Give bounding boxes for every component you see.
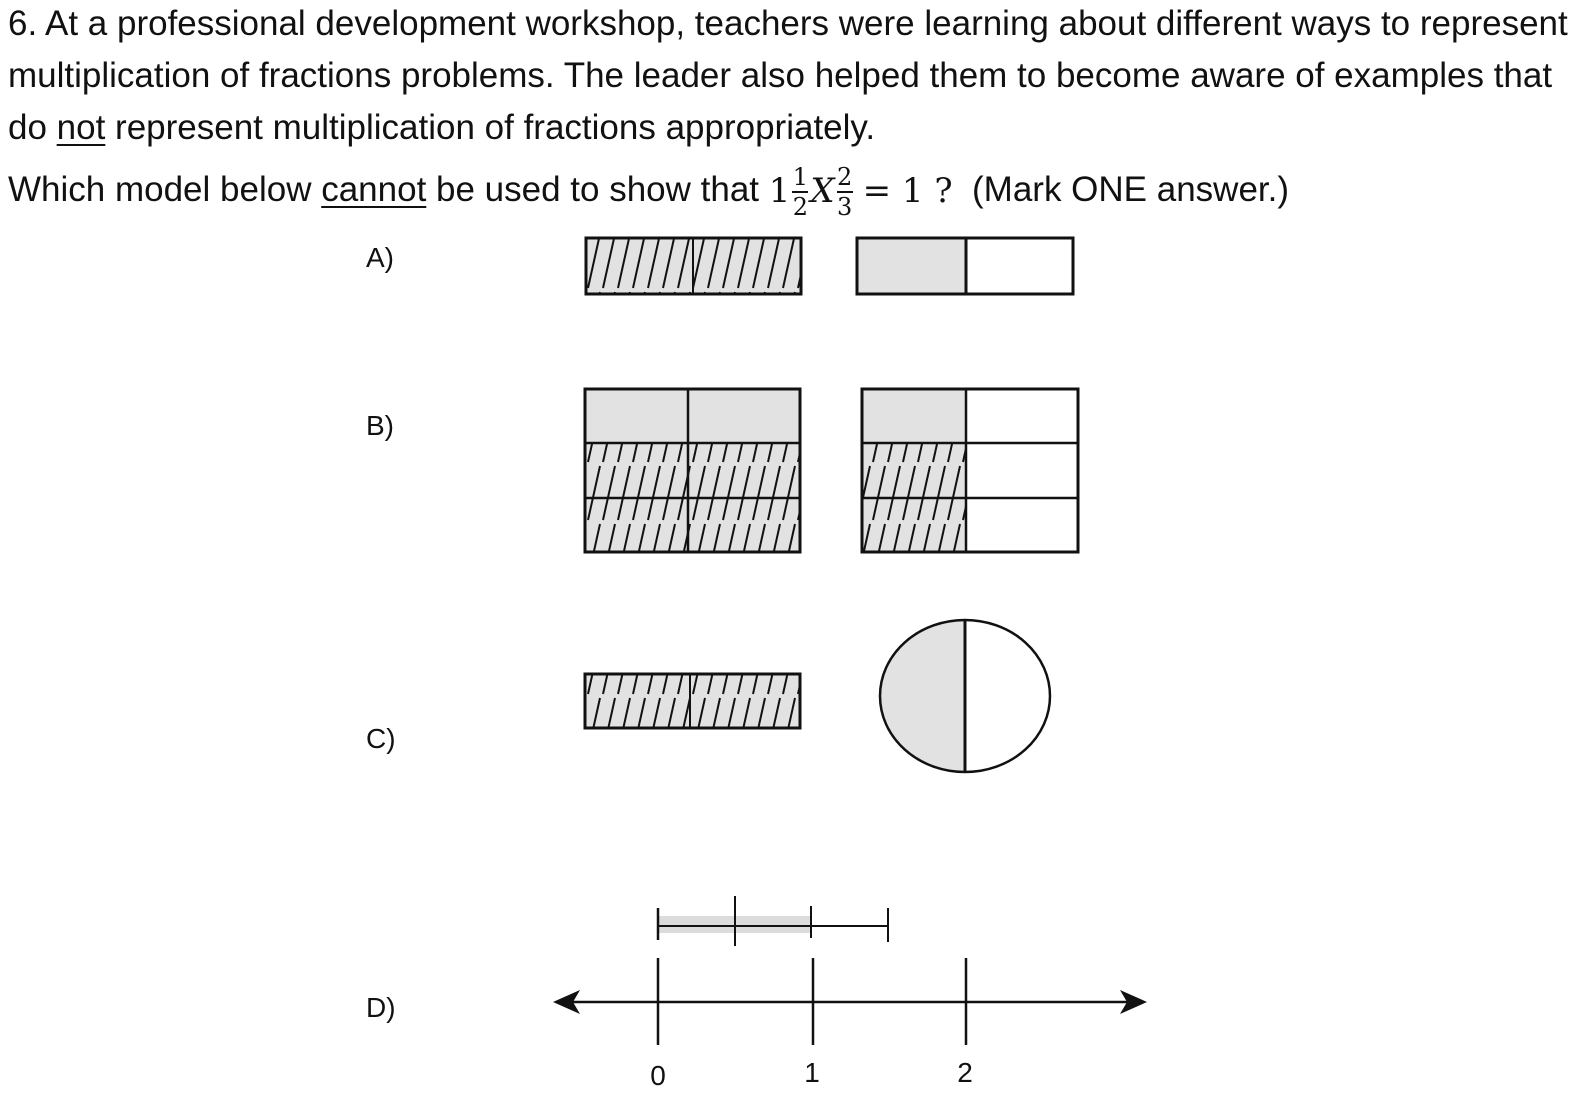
option-a-label[interactable]: A) (366, 242, 394, 273)
option-a-model[interactable] (586, 238, 1073, 294)
emphasis-not: not (56, 108, 106, 147)
option-d-model[interactable] (553, 896, 1147, 1091)
question-intro: 6. At a professional development workshop, teachers were learning about different ways to represent multiplication of fractions problems. The leader also helped them to become aware of examples that do not represent multiplication of fractions appropriately. (8, 4, 1568, 147)
tick-label-2: 2 (957, 1057, 973, 1088)
option-c-model[interactable] (585, 620, 1050, 772)
tick-label-0: 0 (650, 1060, 666, 1091)
tick-label-1: 1 (804, 1057, 820, 1088)
option-d-label[interactable]: D) (366, 992, 396, 1023)
emphasis-cannot: cannot (321, 170, 427, 209)
c-hatched-bar (585, 674, 800, 728)
question-number: 6. (8, 4, 38, 43)
option-b-model[interactable] (585, 389, 1078, 552)
equation: 1 $\frac{1}{2}$ X $\frac{2}{3}$ = 1 ? (768, 163, 953, 221)
c-circle-shaded-half (880, 620, 965, 772)
question-prompt: Which model below cannot be used to show that 1 $\frac{1}{2}$ X $\frac{2}{3}$ = 1 ? (Mark ONE answer.) (8, 163, 1290, 221)
option-b-label[interactable]: B) (366, 410, 394, 441)
option-c-label[interactable]: C) (366, 723, 396, 754)
